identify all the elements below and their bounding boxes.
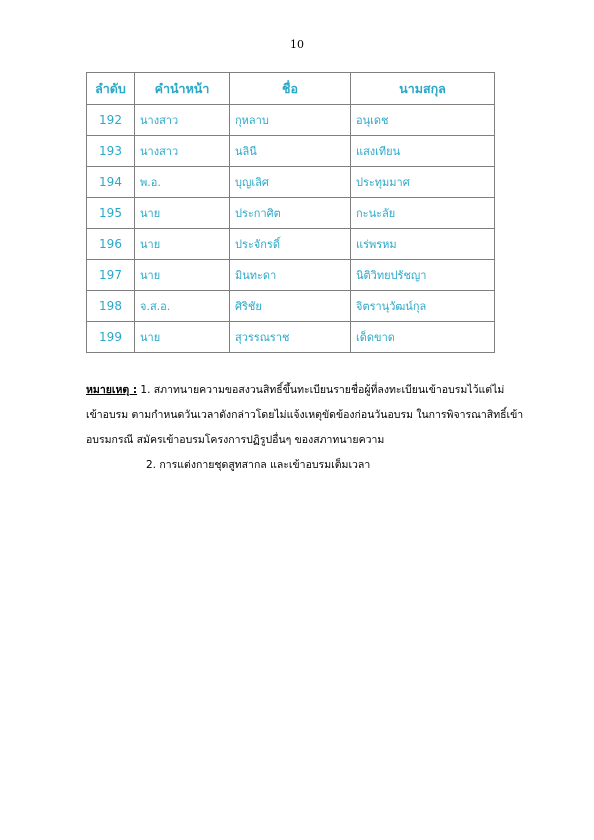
header-number: ลำดับ <box>87 73 135 105</box>
cell-last-name: แสงเทียน <box>351 136 495 167</box>
cell-last-name: จิตรานุวัฒน์กุล <box>351 291 495 322</box>
cell-first-name: บุญเลิศ <box>230 167 351 198</box>
cell-number: 195 <box>87 198 135 229</box>
cell-prefix: นางสาว <box>135 136 230 167</box>
cell-last-name: ประทุมมาศ <box>351 167 495 198</box>
header-first-name: ชื่อ <box>230 73 351 105</box>
attendee-table <box>86 72 495 353</box>
cell-number: 198 <box>87 291 135 322</box>
note-line-1 <box>86 378 526 403</box>
table-row <box>87 136 495 167</box>
cell-last-name: กะนะลัย <box>351 198 495 229</box>
cell-prefix: นาย <box>135 229 230 260</box>
table-row <box>87 105 495 136</box>
note-line-2: เข้าอบรม ตามกำหนดวันเวลาดังกล่าวโดยไม่แจ้งเหตุขัดข้องก่อนวันอบรม ในการพิจารณาสิทธิ์เข้า <box>86 409 524 421</box>
table-row <box>87 167 495 198</box>
cell-prefix: นาย <box>135 198 230 229</box>
table-row <box>87 229 495 260</box>
cell-prefix: พ.อ. <box>135 167 230 198</box>
cell-first-name: ประจักรดิ์ <box>230 229 351 260</box>
header-last-name: นามสกุล <box>351 73 495 105</box>
table-row <box>87 322 495 353</box>
page-number: 10 <box>290 38 304 51</box>
notes-section <box>86 378 526 478</box>
header-prefix: คำนำหน้า <box>135 73 230 105</box>
cell-first-name: สุวรรณราช <box>230 322 351 353</box>
cell-last-name: เด็ดขาด <box>351 322 495 353</box>
note-item-1-start: 1. สภาทนายความขอสงวนสิทธิ์ขึ้นทะเบียนรายชื่อผู้ที่ลงทะเบียนเข้าอบรมไว้แต่ไม่ <box>137 384 505 396</box>
table-row <box>87 198 495 229</box>
cell-number: 193 <box>87 136 135 167</box>
cell-number: 197 <box>87 260 135 291</box>
note-item-2: 2. การแต่งกายชุดสูทสากล และเข้าอบรมเต็มเวลา <box>146 459 371 471</box>
cell-last-name: อนุเดช <box>351 105 495 136</box>
cell-number: 196 <box>87 229 135 260</box>
cell-number: 194 <box>87 167 135 198</box>
table-row <box>87 260 495 291</box>
cell-prefix: นาย <box>135 322 230 353</box>
cell-number: 192 <box>87 105 135 136</box>
cell-number: 199 <box>87 322 135 353</box>
note-label: หมายเหตุ : <box>86 384 138 396</box>
table-row <box>87 291 495 322</box>
cell-prefix: นาย <box>135 260 230 291</box>
cell-first-name: กุหลาบ <box>230 105 351 136</box>
note-line-3: อบรมกรณี สมัครเข้าอบรมโครงการปฏิรูปอื่นๆ ของสภาทนายความ <box>86 434 385 446</box>
cell-prefix: นางสาว <box>135 105 230 136</box>
cell-first-name: ศิริชัย <box>230 291 351 322</box>
cell-first-name: มินทะดา <box>230 260 351 291</box>
table-header-row <box>87 73 495 105</box>
cell-prefix: จ.ส.อ. <box>135 291 230 322</box>
cell-last-name: แร่พรหม <box>351 229 495 260</box>
cell-first-name: นลินี <box>230 136 351 167</box>
cell-last-name: นิติวิทยปรัชญา <box>351 260 495 291</box>
cell-first-name: ประกาศิต <box>230 198 351 229</box>
